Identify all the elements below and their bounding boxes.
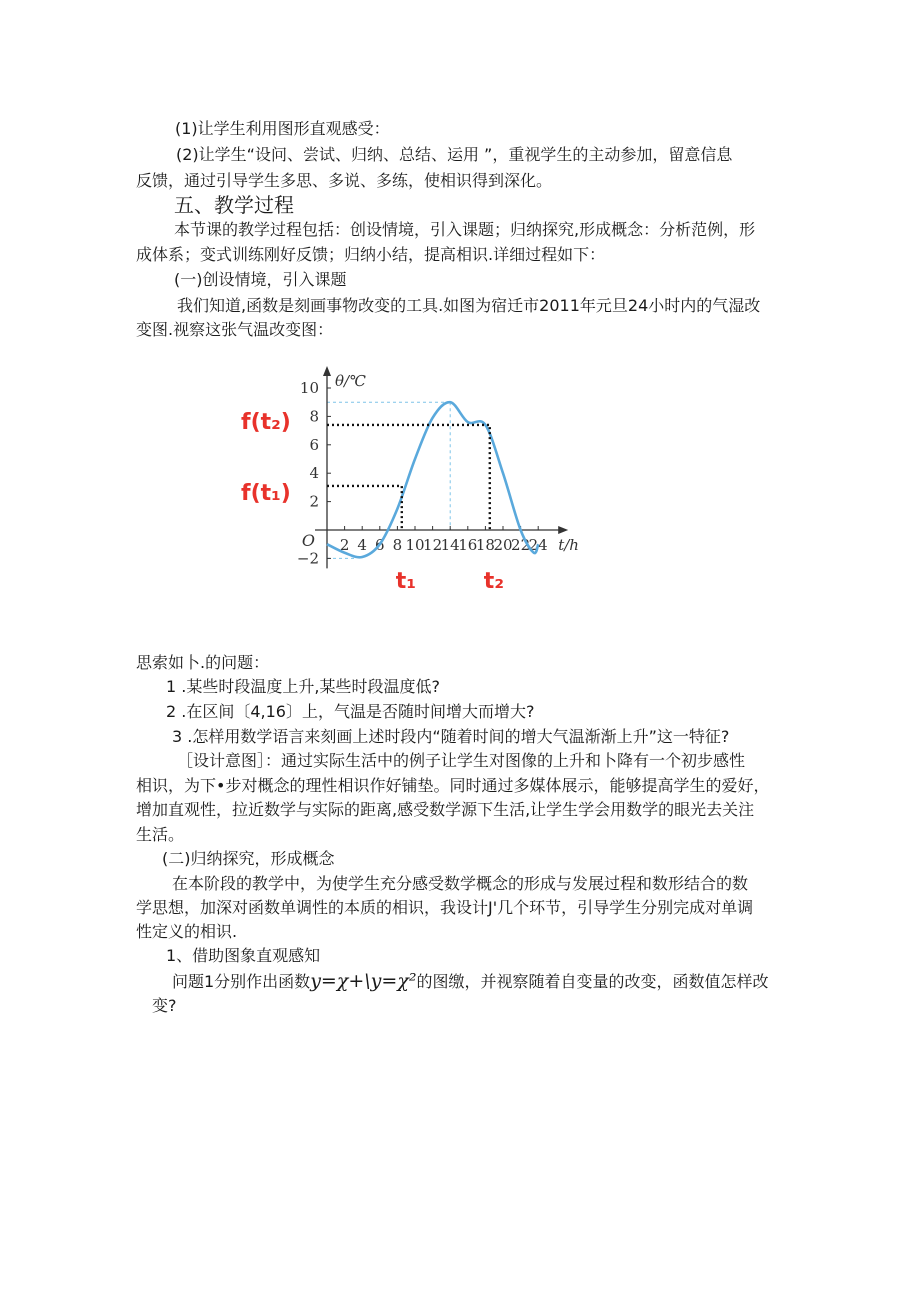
question-1: 1 .某些时段温度上升,某些时段温度低?: [166, 677, 440, 696]
function-formula: y=χ+\y=χ²: [310, 970, 417, 992]
paragraph-line: 增加直观性，拉近数学与实际的距离,感受数学源下生活,让学生学会用数学的眼光去关注: [136, 800, 755, 819]
question-3: 3 .怎样用数学语言来刻画上述时段内“随着时间的增大气温渐渐上升”这一特征?: [172, 727, 730, 746]
x-axis-label: t/h: [558, 536, 579, 554]
paragraph-line: 性定义的相识.: [136, 922, 238, 941]
paragraph-line: 思索如卜.的问题：: [136, 653, 270, 672]
x-tick-label: 2: [339, 536, 350, 554]
paragraph-line: 本节课的教学过程包括：创设情境，引入课题；归纳探究,形成概念：分析范例，形: [174, 220, 756, 239]
paragraph-line: (1)让学生利用图形直观感受：: [175, 119, 390, 138]
paragraph-line: 变?: [152, 996, 177, 1015]
x-tick-label: 12: [423, 536, 443, 554]
paragraph-line: [172, 970, 768, 993]
y-tick-label: 10: [299, 379, 319, 397]
x-tick-label: 18: [475, 536, 495, 554]
paragraph-line: 学思想，加深对函数单调性的本质的相识，我设计J'几个环节，引导学生分别完成对单调: [136, 898, 754, 917]
paragraph-line: 变图.视察这张气温改变图：: [136, 320, 334, 339]
y-tick-label: 8: [309, 407, 319, 426]
subsection-heading: 1、借助图象直观感知: [166, 946, 321, 965]
y-tick-label: 4: [309, 464, 319, 483]
x-tick-label: 14: [440, 536, 460, 554]
y-tick-label: 2: [309, 492, 319, 511]
y-axis-arrow: [323, 366, 331, 376]
x-tick-label: 6: [375, 536, 385, 554]
y-axis-label: θ/℃: [335, 372, 366, 390]
x-tick-label: 20: [493, 536, 513, 554]
paragraph-line: 反馈，通过引导学生多思、多说、多练，使相识得到深化。: [136, 171, 553, 190]
paragraph-line: 生活。: [136, 825, 185, 844]
paragraph-text: 问题1分别作出函数: [172, 972, 311, 991]
y-marker-label: f(t₂): [241, 409, 291, 435]
x-tick-label: 16: [458, 536, 478, 554]
paragraph-line: 成体系；变式训练刚好反馈；归纳小结，提高相识.详细过程如下：: [136, 245, 606, 264]
x-marker-label: t₁: [395, 569, 416, 594]
x-tick-label: 24: [528, 536, 548, 554]
x-tick-label: 4: [357, 536, 367, 554]
paragraph-text: 的图缴，并视察随着自变量的改变，函数值怎样改: [416, 972, 769, 991]
question-2: 2 .在区间〔4,16〕上，气温是否随时间增大而增大?: [166, 702, 535, 721]
y-tick-label: 6: [309, 435, 319, 454]
subsection-heading: (二)归纳探究，形成概念: [162, 849, 335, 868]
paragraph-line: (2)让学生“设问、尝试、归纳、总结、运用 ”，重视学生的主动参加，留意信息: [176, 145, 733, 164]
x-tick-label: 10: [405, 536, 425, 554]
temperature-chart: [236, 358, 796, 608]
paragraph-line: 我们知道,函数是刻画事物改变的工具.如图为宿迁市2011年元旦24小时内的气湿改: [177, 296, 761, 315]
x-tick-label: 8: [392, 536, 403, 554]
x-marker-label: t₂: [483, 569, 504, 594]
paragraph-line: 相识，为下•步对概念的理性相识作好铺垫。同时通过多媒体展示，能够提高学生的爱好，: [136, 776, 770, 795]
origin-label: O: [301, 531, 315, 550]
x-axis-arrow: [558, 526, 568, 534]
y-tick-label: −2: [296, 549, 319, 568]
paragraph-line: 在本阶段的教学中，为使学生充分感受数学概念的形成与发展过程和数形结合的数: [172, 874, 749, 893]
x-tick-label: 22: [511, 536, 531, 554]
y-marker-label: f(t₁): [241, 480, 291, 506]
subsection-heading: (一)创设情境，引入课题: [174, 270, 347, 289]
section-heading: 五、教学过程: [174, 193, 294, 217]
paragraph-line: ［设计意图］：通过实际生活中的例子让学生对图像的上升和卜降有一个初步感性: [177, 751, 746, 770]
